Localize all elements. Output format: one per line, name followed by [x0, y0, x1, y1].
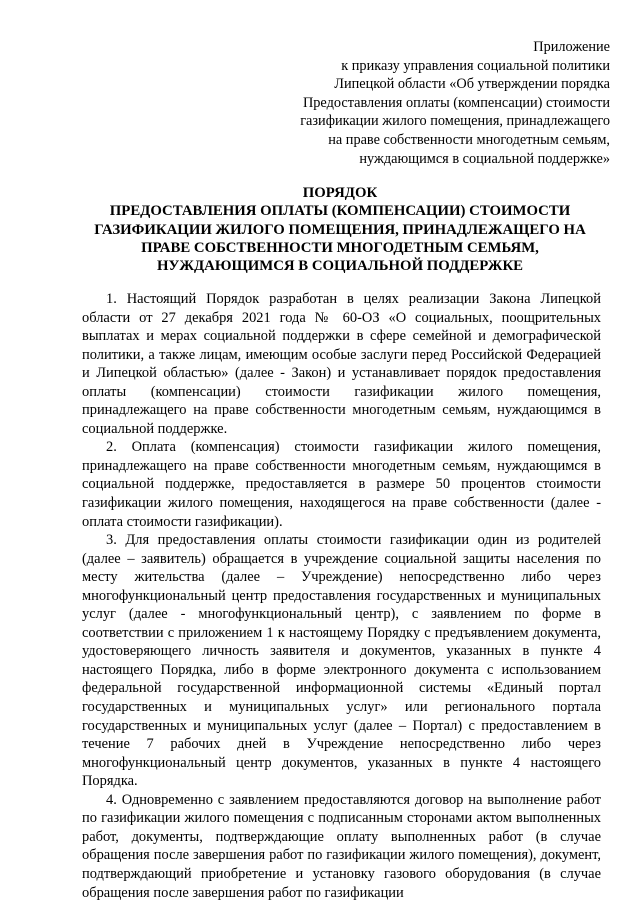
title-line: ПРЕДОСТАВЛЕНИЯ ОПЛАТЫ (КОМПЕНСАЦИИ) СТОИМОСТИ	[109, 203, 571, 220]
appendix-line: Предоставления оплаты (компенсации) стоимости	[302, 94, 610, 111]
appendix-line: на праве собственности многодетным семьям,	[328, 131, 610, 148]
appendix-line: газификации жилого помещения, принадлежащего	[300, 113, 610, 130]
appendix-line: нуждающимся в социальной поддержке»	[359, 150, 610, 167]
title-line: ГАЗИФИКАЦИИ ЖИЛОГО ПОМЕЩЕНИЯ, ПРИНАДЛЕЖАЩЕГО НА	[94, 221, 586, 238]
paragraph-2: 2. Оплата (компенсация) стоимости газификации жилого помещения, принадлежащего на праве собственности многодетным семьям, нуждающимся в социальной поддержке, предоставляется в размере 50 процентов стоимости газификации жилого помещения, находящегося на праве собственности (далее - оплата стоимости газификации).	[82, 439, 601, 530]
paragraph-4: 4. Одновременно с заявлением предоставляются договор на выполнение работ по газификации жилого помещения с подписанным сторонами актом выполненных работ, документы, подтверждающие оплату выполненных работ (в случае обращения после завершения работ по газификации жилого помещения), документ, подтверждающий приобретение и установку газового оборудования (в случае обращения после завершения работ по газификации	[82, 791, 601, 901]
appendix-line: к приказу управления социальной политики	[341, 57, 610, 74]
paragraph-3: 3. Для предоставления оплаты стоимости газификации один из родителей (далее – заявитель) обращается в учреждение социальной защиты населения по месту жительства (далее – Учреждение) непосредственно либо через многофункциональный центр предоставления государственных и муниципальных услуг (далее - многофункциональный центр), с заявлением по форме в соответствии с приложением 1 к настоящему Порядку с предъявлением документа, удостоверяющего личность заявителя и документов, указанных в пункте 4 настоящего Порядка, либо в форме электронного документа с использованием федеральной государственной информационной системы «Единый портал государственных и муниципальных услуг» или регионального портала государственных и муниципальных услуг (далее – Портал) с предоставлением в течение 7 рабочих дней в Учреждение непосредственно либо через многофункциональный центр документов, указанных в пункте 4 настоящего Порядка.	[82, 532, 601, 790]
title-line: НУЖДАЮЩИМСЯ В СОЦИАЛЬНОЙ ПОДДЕРЖКЕ	[156, 258, 524, 275]
appendix-header	[230, 38, 610, 168]
paragraph-1: 1. Настоящий Порядок разработан в целях реализации Закона Липецкой области от 27 декабря 2021 года № 60-ОЗ «О социальных, поощрительных выплатах и мерах социальной поддержки в сфере семейной и демографической политики, а также лицам, имеющим особые заслуги перед Российской Федерацией и Липецкой областью» (далее - Закон) и устанавливает порядок предоставления оплаты (компенсации) стоимости газификации жилого помещения, принадлежащего на праве собственности многодетным семьям, нуждающимся в социальной поддержке.	[82, 291, 601, 437]
appendix-line: Приложение	[533, 39, 610, 55]
document-body	[82, 290, 601, 902]
appendix-line: Липецкой области «Об утверждении порядка	[334, 76, 610, 93]
document-title	[80, 184, 600, 275]
title-line: ПОРЯДОК	[302, 185, 378, 201]
title-line: ПРАВЕ СОБСТВЕННОСТИ МНОГОДЕТНЫМ СЕМЬЯМ,	[141, 239, 539, 256]
